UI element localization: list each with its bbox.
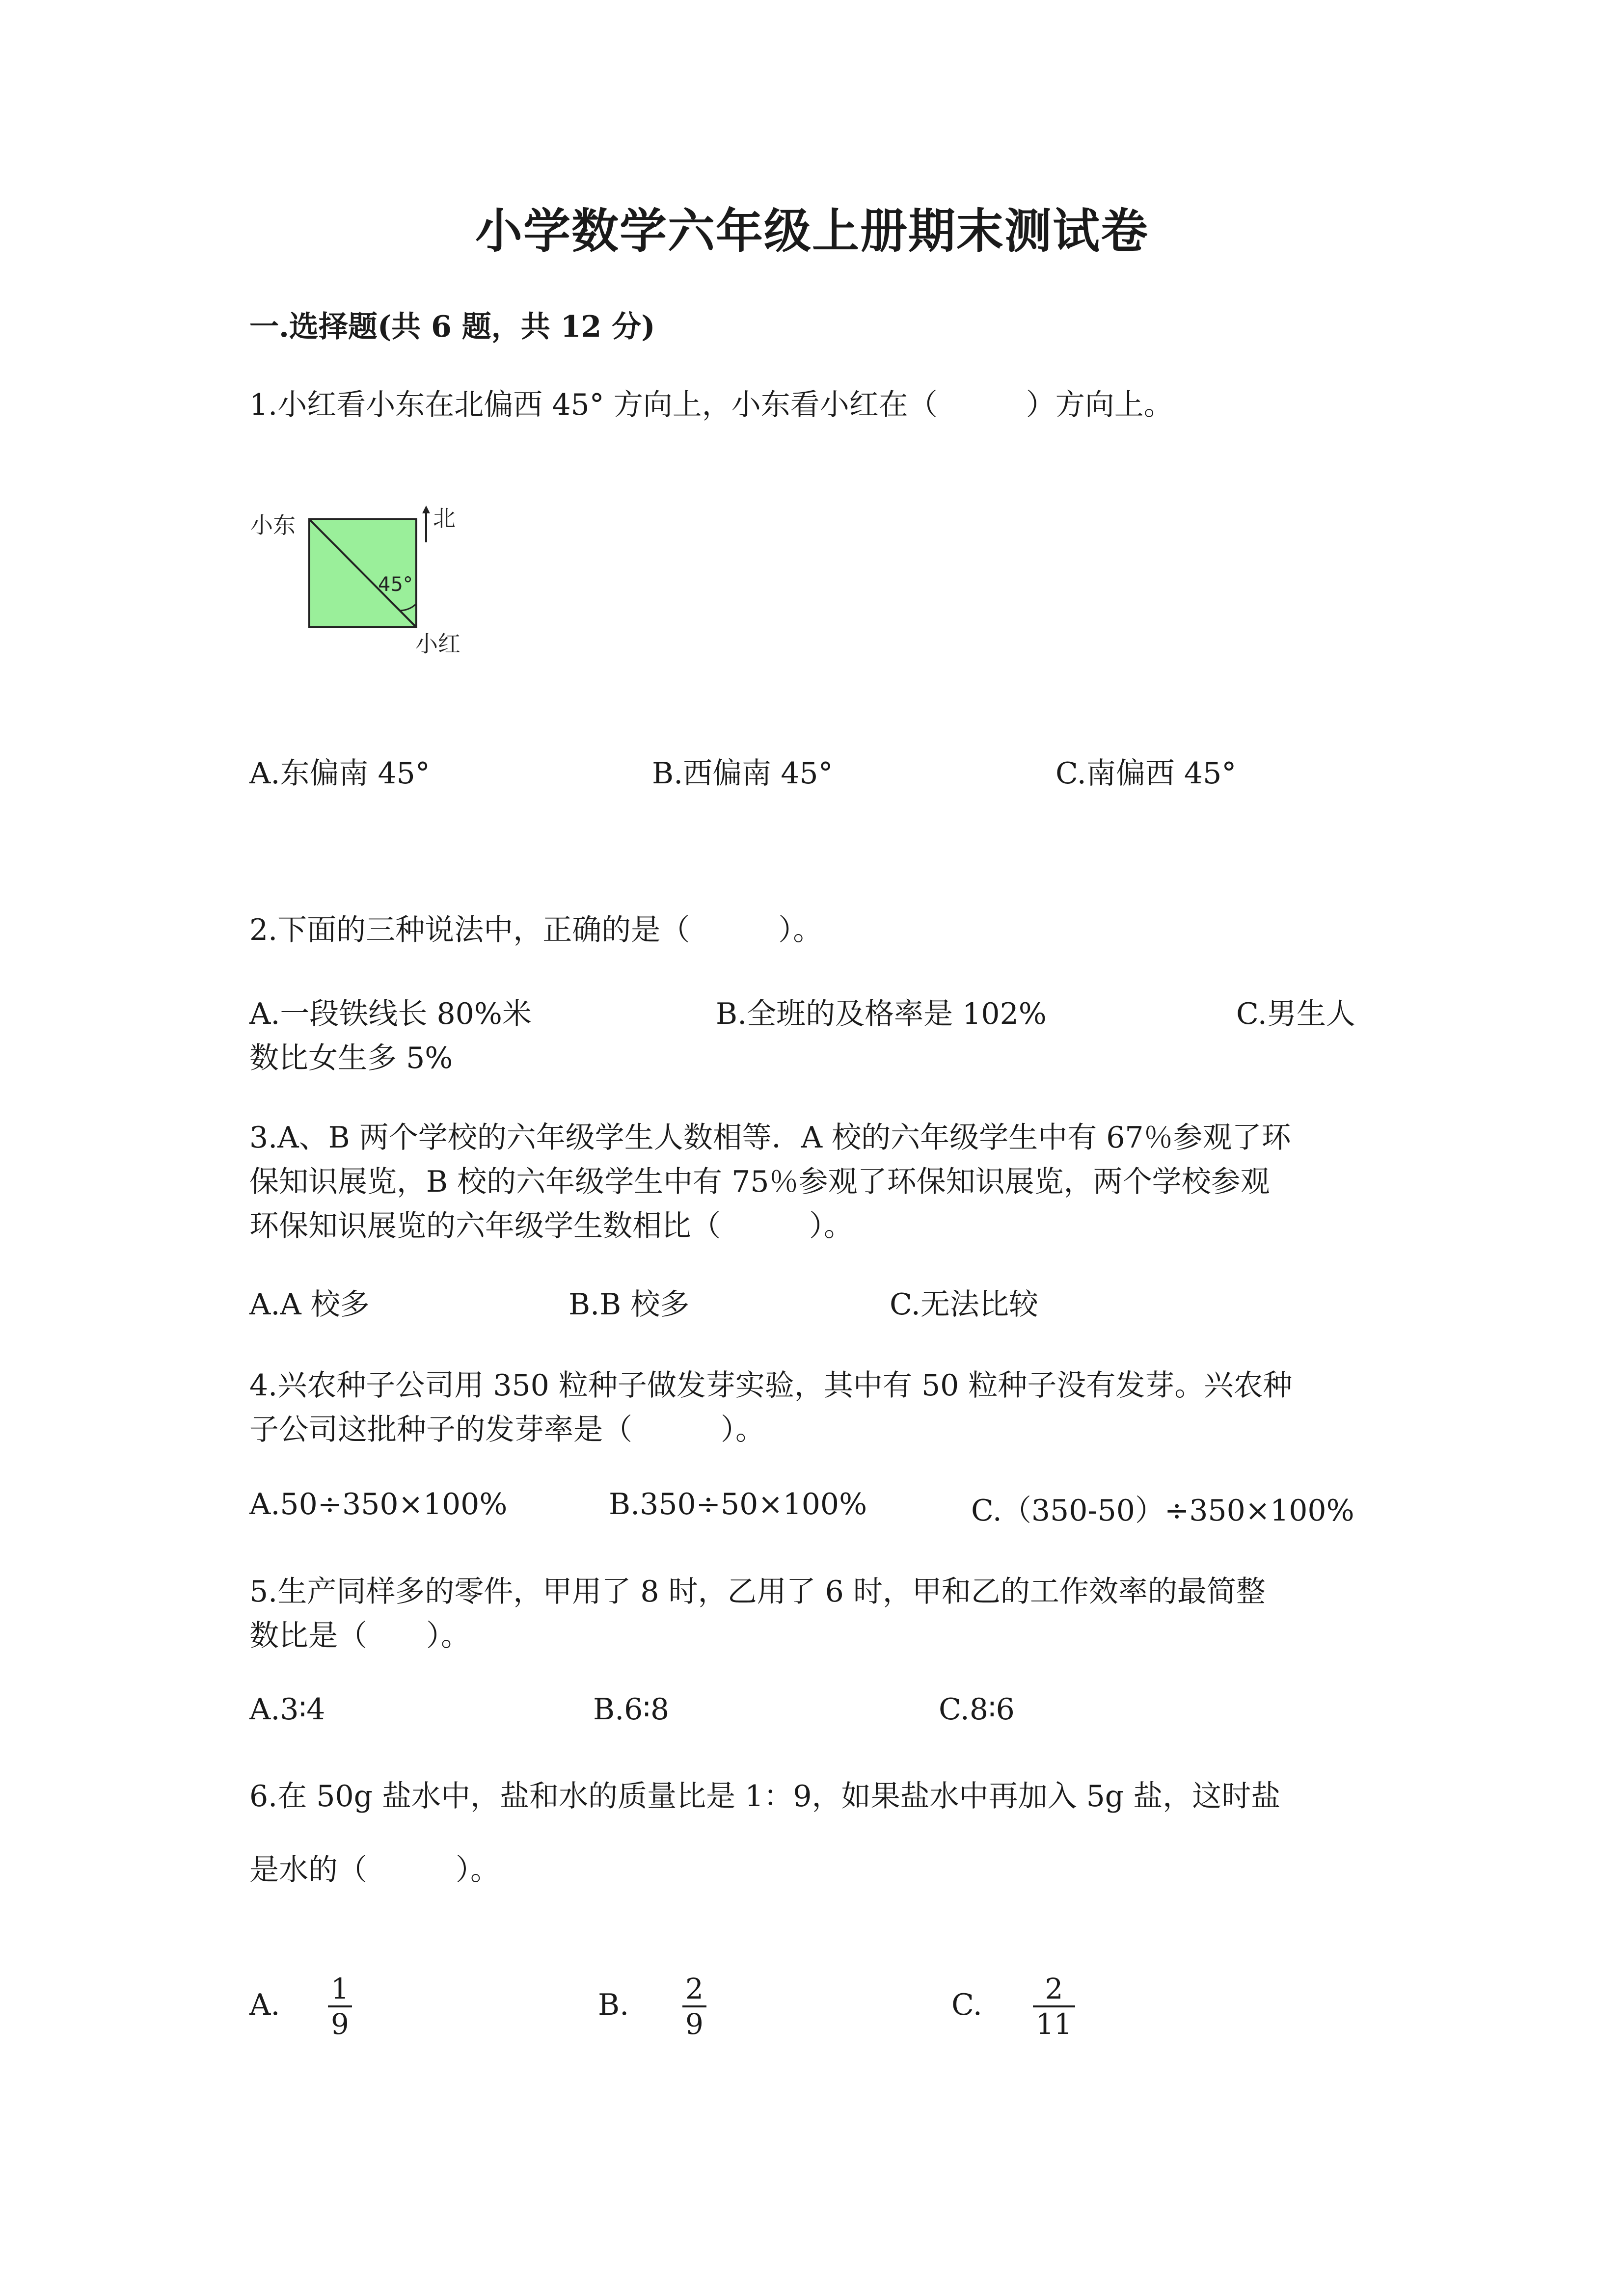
question-1-stem: 1.小红看小东在北偏西 45° 方向上，小东看小红在（ ）方向上。 xyxy=(249,388,1173,422)
question-1-option-b: B.西偏南 45° xyxy=(652,756,833,791)
question-5-option-a: A.3∶4 xyxy=(249,1692,325,1727)
question-4-option-c: C.（350-50）÷350×100% xyxy=(971,1494,1354,1528)
question-6-option-c-fraction xyxy=(1033,1973,1075,2040)
fraction-denominator: 9 xyxy=(331,2007,349,2041)
fraction-denominator: 9 xyxy=(685,2007,704,2041)
north-arrow-head xyxy=(422,506,430,513)
question-1-option-a: A.东偏南 45° xyxy=(249,756,430,791)
question-6-stem-line: 6.在 50g 盐水中，盐和水的质量比是 1：9，如果盐水中再加入 5g 盐，这时盐 xyxy=(249,1779,1281,1814)
section-heading: 一.选择题(共 6 题，共 12 分) xyxy=(249,310,655,344)
question-3-option-c: C.无法比较 xyxy=(890,1287,1038,1322)
question-2-option-a: A.一段铁线长 80%米 xyxy=(249,997,532,1031)
question-3-stem-line: 保知识展览，B 校的六年级学生中有 75％参观了环保知识展览，两个学校参观 xyxy=(249,1165,1270,1199)
question-5-stem-line: 数比是（ ）。 xyxy=(249,1619,470,1653)
fraction-denominator: 11 xyxy=(1036,2007,1072,2041)
question-5-stem-line: 5.生产同样多的零件，甲用了 8 时，乙用了 6 时，甲和乙的工作效率的最简整 xyxy=(249,1575,1266,1609)
question-2-option-c: C.男生人 xyxy=(1236,997,1355,1031)
label-xiaodong: 小东 xyxy=(250,512,296,538)
label-north: 北 xyxy=(433,505,456,532)
question-1-option-c: C.南偏西 45° xyxy=(1056,756,1237,791)
question-4-stem-line: 4.兴农种子公司用 350 粒种子做发芽实验，其中有 50 粒种子没有发芽。兴农种 xyxy=(249,1368,1293,1403)
question-6-option-a-fraction xyxy=(328,1973,352,2040)
question-4-option-b: B.350÷50×100% xyxy=(609,1487,867,1522)
question-5-option-c: C.8∶6 xyxy=(939,1692,1015,1727)
label-xiaohong: 小红 xyxy=(415,631,460,657)
question-2-stem: 2.下面的三种说法中，正确的是（ ）。 xyxy=(249,913,823,947)
question-3-stem-line: 3.A、B 两个学校的六年级学生人数相等．A 校的六年级学生中有 67％参观了环 xyxy=(249,1121,1291,1155)
question-2-option-c-continued: 数比女生多 5% xyxy=(249,1041,453,1075)
question-2-option-b: B.全班的及格率是 102% xyxy=(716,997,1047,1031)
fraction-numerator: 2 xyxy=(685,1972,704,2005)
question-6-stem-line: 是水的（ ）。 xyxy=(249,1853,500,1887)
question-5-option-b: B.6∶8 xyxy=(593,1692,670,1727)
question-1-figure xyxy=(249,496,505,663)
question-6-option-c-letter: C. xyxy=(951,1988,982,2022)
question-6-option-b-letter: B. xyxy=(598,1988,629,2022)
question-4-stem-line: 子公司这批种子的发芽率是（ ）。 xyxy=(249,1413,765,1447)
fraction-numerator: 2 xyxy=(1045,1972,1063,2005)
fraction-numerator: 1 xyxy=(331,1972,349,2005)
question-6-option-b-fraction xyxy=(682,1973,706,2040)
question-6-option-a-letter: A. xyxy=(249,1988,280,2022)
question-3-option-b: B.B 校多 xyxy=(568,1287,690,1322)
page-title: 小学数学六年级上册期末测试卷 xyxy=(475,203,1149,259)
question-3-option-a: A.A 校多 xyxy=(249,1287,370,1322)
question-3-stem-line: 环保知识展览的六年级学生数相比（ ）。 xyxy=(249,1209,853,1243)
question-4-option-a: A.50÷350×100% xyxy=(249,1487,508,1522)
label-angle: 45° xyxy=(378,573,413,596)
